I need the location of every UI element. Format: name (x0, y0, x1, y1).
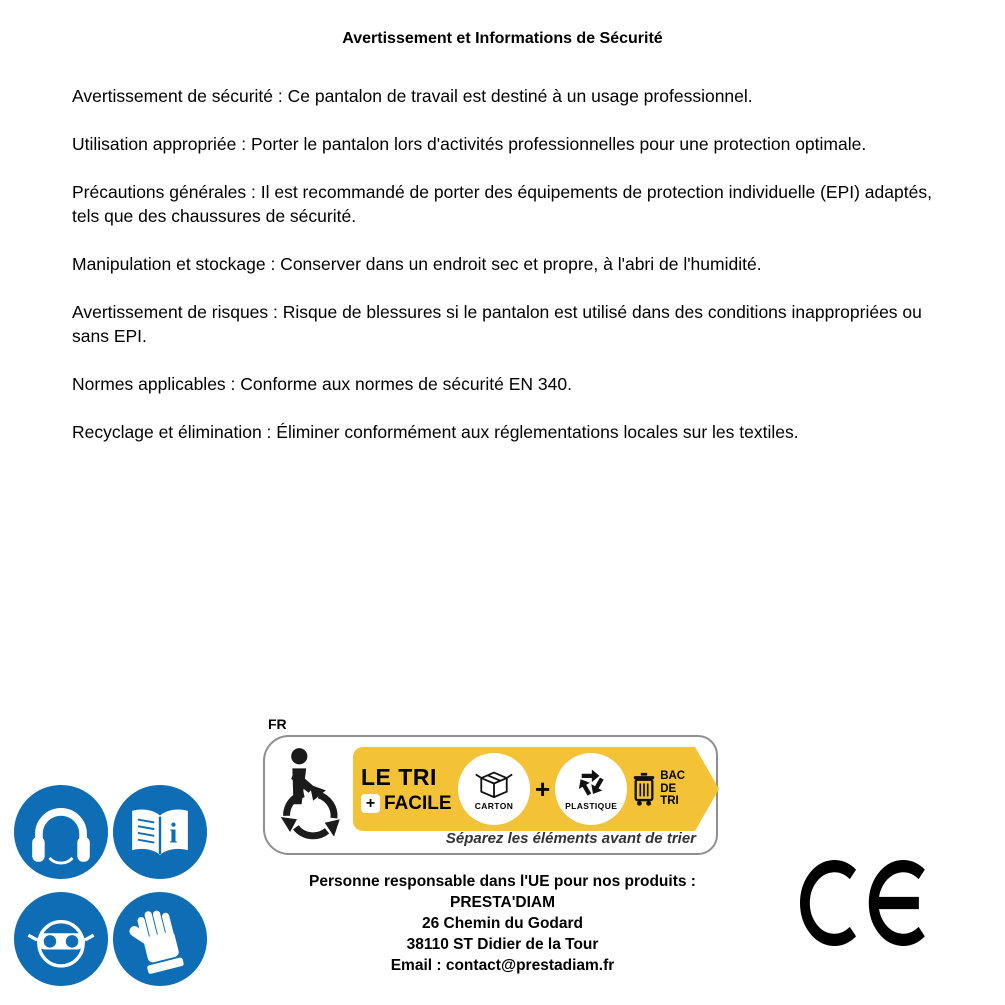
plus-separator: + (535, 773, 551, 804)
safety-text (72, 60, 942, 444)
recycling-arrows-icon (574, 767, 608, 799)
le-tri-block (361, 764, 453, 815)
trash-bin-icon (632, 769, 656, 809)
company-name: PRESTA'DIAM (449, 894, 555, 911)
svg-text:i: i (169, 817, 178, 850)
safety-paragraph: Avertissement de risques : Risque de blessures si le pantalon est utilisé dans des conditions inappropriées ou sans EPI. (72, 302, 922, 346)
safety-paragraph: Précautions générales : Il est recommandé de porter des équipements de protection individuelle (EPI) adaptés, tels que des chaussures de sécurité. (72, 182, 932, 226)
bac-de-tri-block (632, 769, 685, 809)
wear-ear-protection-icon (13, 784, 109, 880)
safety-paragraph: Normes applicables : Conforme aux normes de sécurité EN 340. (72, 374, 572, 394)
read-instruction-manual-icon (112, 784, 208, 880)
plus-chip: + (361, 794, 380, 813)
safety-paragraph: Avertissement de sécurité : Ce pantalon de travail est destiné à un usage professionnel. (72, 86, 753, 106)
triman-icon (275, 745, 349, 845)
safety-paragraph: Utilisation appropriée : Porter le pantalon lors d'activités professionnelles pour une protection optimale. (72, 134, 867, 154)
tri-band (353, 747, 695, 831)
carton-label: CARTON (474, 800, 514, 811)
email-line: Email : contact@prestadiam.fr (390, 957, 615, 974)
safety-paragraph: Manipulation et stockage : Conserver dans un endroit sec et propre, à l'abri de l'humidité. (72, 254, 762, 274)
facile-label: FACILE (384, 792, 452, 814)
ce-mark-icon (800, 860, 940, 946)
sort-tagline: Séparez les éléments avant de trier (445, 830, 696, 847)
address-line-1: 26 Chemin du Godard (421, 915, 584, 932)
safety-paragraph: Recyclage et élimination : Éliminer conformément aux réglementations locales sur les textiles. (72, 422, 799, 442)
bac-de-tri-label: BAC DE TRI (660, 770, 686, 808)
country-code-label: FR (268, 716, 287, 732)
le-tri-label: LE TRI (361, 763, 437, 790)
plastique-label: PLASTIQUE (565, 801, 618, 811)
carton-circle (458, 753, 530, 825)
address-line-2: 38110 ST Didier de la Tour (406, 936, 599, 953)
page-title: Avertissement et Informations de Sécurité (342, 30, 663, 47)
info-tri-banner (263, 735, 718, 855)
responsible-intro: Personne responsable dans l'UE pour nos produits : (309, 873, 696, 890)
carton-box-icon (474, 768, 514, 799)
band-arrow (695, 747, 719, 831)
plastique-circle (555, 753, 627, 825)
